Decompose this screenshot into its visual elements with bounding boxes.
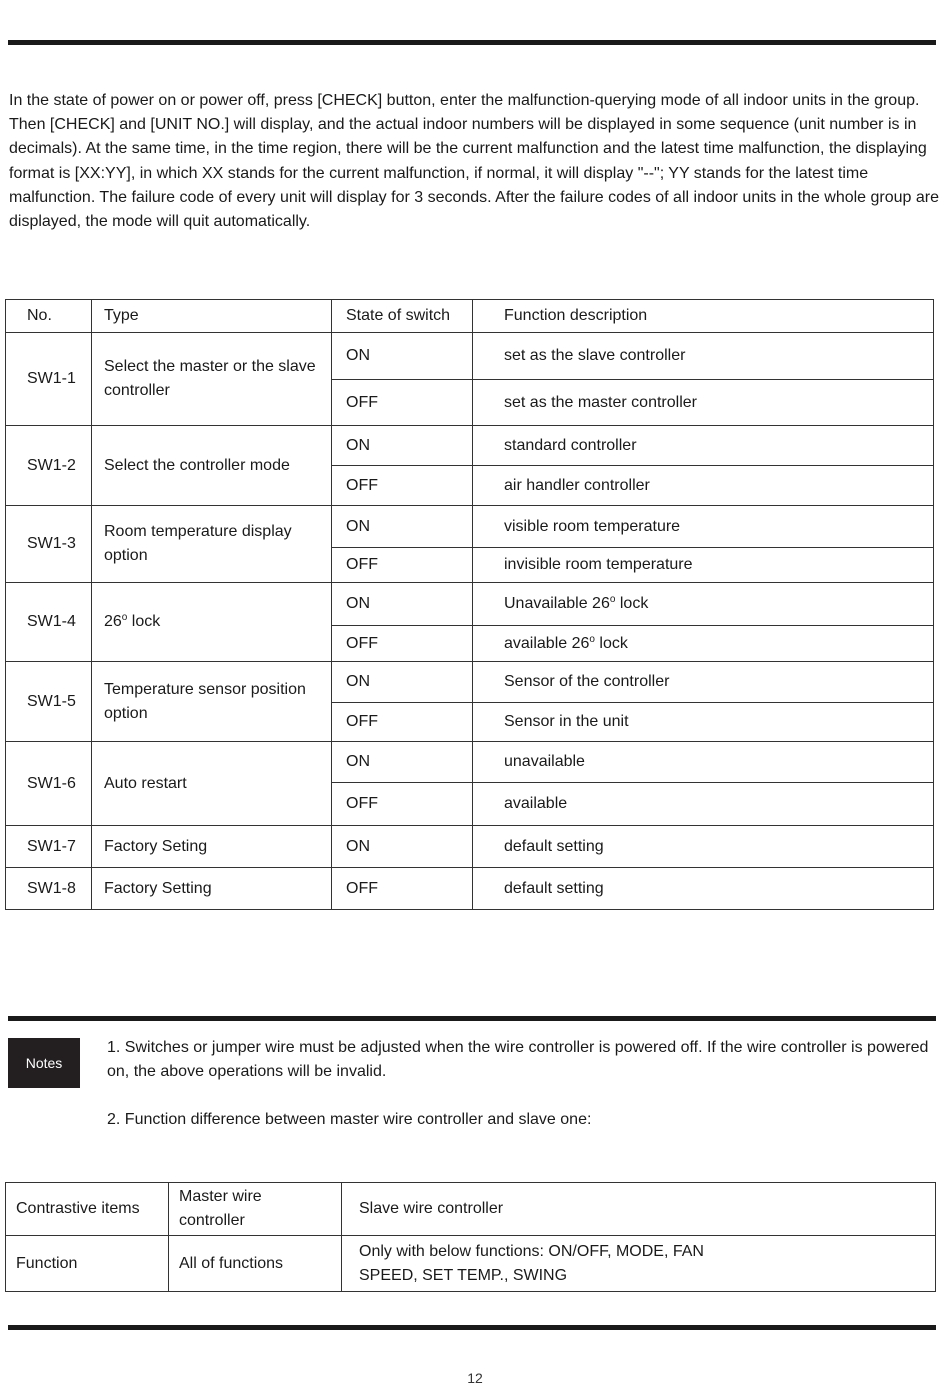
switch-state: ON <box>332 826 473 868</box>
table-row <box>6 426 934 466</box>
intro-paragraph: In the state of power on or power off, press [CHECK] button, enter the malfunction-querying mode of all indoor units in the group. Then [CHECK] and [UNIT NO.] will display, and the actual indoor numbers will be displayed in some sequence (unit number is in decimals). At the same time, in the time region, there will be the current malfunction and the latest time malfunction, the displaying format is [XX:YY], in which XX stands for the current malfunction, if normal, it will display "--"; YY stands for the latest time malfunction. The failure code of every unit will display for 3 seconds. After the failure codes of all indoor units in the whole group are displayed, the mode will quit automatically. <box>9 92 939 231</box>
comparison-table <box>5 1182 936 1292</box>
switch-state: OFF <box>332 868 473 910</box>
switch-type: Room temperature display option <box>92 506 332 583</box>
switch-number: SW1-6 <box>6 742 92 826</box>
function-on: standard controller <box>473 426 934 466</box>
switch-number: SW1-5 <box>6 662 92 742</box>
switch-number: SW1-1 <box>6 333 92 426</box>
switch-state-on: ON <box>332 426 473 466</box>
function-off <box>473 626 934 662</box>
switch-type: Auto restart <box>92 742 332 826</box>
switch-number: SW1-7 <box>6 826 92 868</box>
switch-type: Factory Setting <box>92 868 332 910</box>
table-header-row <box>6 300 934 333</box>
header-no: No. <box>6 300 92 333</box>
note-item: 2. Function difference between master wire controller and slave one: <box>107 1111 592 1128</box>
note-item: 1. Switches or jumper wire must be adjusted when the wire controller is powered off. If the wire controller is powered on, the above operations will be invalid. <box>107 1039 929 1080</box>
type-rest: lock <box>127 613 161 630</box>
switch-state-off: OFF <box>332 548 473 583</box>
table-row <box>6 333 934 380</box>
slave-functions: Only with below functions: ON/OFF, MODE, FAN SPEED, SET TEMP., SWING <box>342 1236 936 1292</box>
function-text: lock <box>594 634 628 652</box>
switch-state-on: ON <box>332 506 473 548</box>
header-contrastive-items: Contrastive items <box>6 1183 169 1236</box>
function-text: lock <box>615 595 649 612</box>
switch-type: Select the controller mode <box>92 426 332 506</box>
header-master-controller: Master wire controller <box>169 1183 342 1236</box>
degree-mark: o <box>121 612 128 623</box>
notes-badge: Notes <box>8 1038 80 1088</box>
table-row <box>6 1236 936 1292</box>
switch-state-off: OFF <box>332 626 473 662</box>
switch-state-off: OFF <box>332 380 473 426</box>
switch-type: Select the master or the slave controller <box>92 333 332 426</box>
function-off: available <box>473 783 934 826</box>
function-on: Sensor of the controller <box>473 662 934 703</box>
header-state: State of switch <box>332 300 473 333</box>
row-label: Function <box>6 1236 169 1292</box>
table-row <box>6 742 934 783</box>
function-on: visible room temperature <box>473 506 934 548</box>
degree-mark: o <box>589 633 595 645</box>
function-on: set as the slave controller <box>473 333 934 380</box>
table-header-row <box>6 1183 936 1236</box>
function-off: invisible room temperature <box>473 548 934 583</box>
switch-state-on: ON <box>332 662 473 703</box>
switch-number: SW1-4 <box>6 583 92 662</box>
switch-state-off: OFF <box>332 783 473 826</box>
switch-number: SW1-2 <box>6 426 92 506</box>
switch-table <box>5 299 934 910</box>
header-type: Type <box>92 300 332 333</box>
top-rule <box>8 40 936 45</box>
function-off: air handler controller <box>473 466 934 506</box>
header-slave-controller: Slave wire controller <box>342 1183 936 1236</box>
function-description: default setting <box>473 826 934 868</box>
function-on <box>473 583 934 626</box>
switch-state-on: ON <box>332 742 473 783</box>
switch-type: Factory Seting <box>92 826 332 868</box>
table-row <box>6 868 934 910</box>
function-off: set as the master controller <box>473 380 934 426</box>
type-number: 26 <box>104 613 122 630</box>
switch-state-on: ON <box>332 583 473 626</box>
table-row <box>6 826 934 868</box>
switch-state-on: ON <box>332 333 473 380</box>
function-on: unavailable <box>473 742 934 783</box>
function-off: Sensor in the unit <box>473 703 934 742</box>
function-text: Unavailable 26 <box>504 595 610 612</box>
page-number: 12 <box>467 1370 483 1386</box>
switch-state-off: OFF <box>332 703 473 742</box>
notes-rule <box>8 1016 936 1021</box>
function-description: default setting <box>473 868 934 910</box>
switch-state-off: OFF <box>332 466 473 506</box>
header-function: Function description <box>473 300 934 333</box>
master-functions: All of functions <box>169 1236 342 1292</box>
bottom-rule <box>8 1325 936 1330</box>
switch-number: SW1-8 <box>6 868 92 910</box>
function-text: available 26 <box>504 634 590 652</box>
table-row <box>6 583 934 626</box>
switch-type: Temperature sensor position option <box>92 662 332 742</box>
switch-number: SW1-3 <box>6 506 92 583</box>
table-row <box>6 506 934 548</box>
degree-mark: o <box>609 594 616 605</box>
switch-type <box>92 583 332 662</box>
table-row <box>6 662 934 703</box>
